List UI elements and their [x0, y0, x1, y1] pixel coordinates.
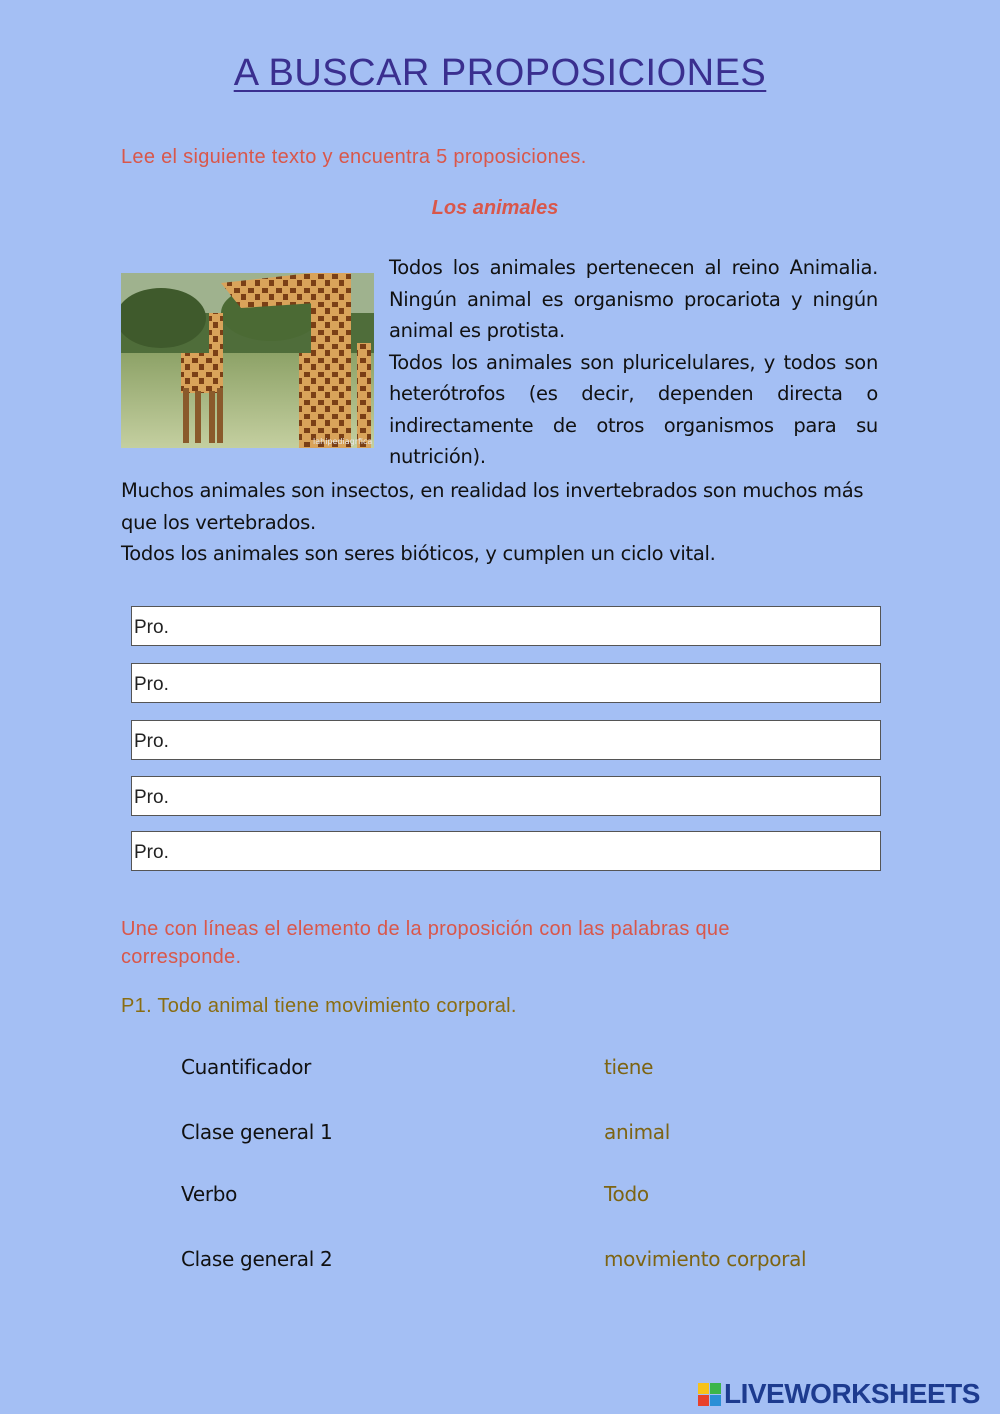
- answer-box-1[interactable]: [131, 606, 881, 646]
- paragraph-3: Muchos animales son insectos, en realidad los invertebrados son muchos más que los vertebrados.: [121, 479, 864, 534]
- paragraph-1: Todos los animales pertenecen al reino Animalia. Ningún animal es organismo procariota y ningún animal es protista.: [389, 256, 878, 342]
- liveworksheets-logo: [698, 1378, 980, 1410]
- instruction-find-propositions: Lee el siguiente texto y encuentra 5 proposiciones.: [121, 146, 587, 168]
- match-label-4[interactable]: Clase general 2: [181, 1247, 333, 1271]
- match-word-1[interactable]: tiene: [604, 1055, 654, 1079]
- instruction-match-line-2: corresponde.: [121, 946, 242, 968]
- instruction-match-lines: [121, 915, 730, 971]
- text-paragraphs-right: [389, 252, 878, 473]
- p1-statement: P1. Todo animal tiene movimiento corporal.: [121, 995, 517, 1017]
- answer-box-2[interactable]: [131, 663, 881, 703]
- photo-watermark: lahipediagrfica: [313, 437, 373, 446]
- answer-box-4[interactable]: [131, 776, 881, 816]
- page-title: A BUSCAR PROPOSICIONES: [233, 52, 767, 94]
- answer-box-5[interactable]: [131, 831, 881, 871]
- text-paragraphs-full: [121, 475, 878, 570]
- text-subtitle: Los animales: [431, 197, 559, 219]
- liveworksheets-brand: LIVEWORKSHEETS: [724, 1378, 980, 1409]
- match-word-4[interactable]: movimiento corporal: [604, 1247, 807, 1271]
- match-label-3[interactable]: Verbo: [181, 1182, 238, 1206]
- giraffe-photo: [121, 273, 374, 448]
- match-word-2[interactable]: animal: [604, 1120, 670, 1144]
- answer-box-3[interactable]: [131, 720, 881, 760]
- match-label-1[interactable]: Cuantificador: [181, 1055, 312, 1079]
- answer-box-label: Pro.: [134, 787, 169, 808]
- answer-box-label: Pro.: [134, 842, 169, 863]
- match-label-2[interactable]: Clase general 1: [181, 1120, 333, 1144]
- paragraph-2: Todos los animales son pluricelulares, y todos son heterótrofos (es decir, dependen directa o indirectamente de otros organismos para su nutrición).: [389, 350, 878, 468]
- match-word-3[interactable]: Todo: [604, 1182, 649, 1206]
- paragraph-4: Todos los animales son seres bióticos, y cumplen un ciclo vital.: [121, 542, 716, 565]
- answer-box-label: Pro.: [134, 617, 169, 638]
- liveworksheets-logo-icon: [698, 1383, 721, 1406]
- instruction-match-line-1: Une con líneas el elemento de la proposición con las palabras que: [121, 918, 730, 940]
- answer-box-label: Pro.: [134, 674, 169, 695]
- answer-box-label: Pro.: [134, 731, 169, 752]
